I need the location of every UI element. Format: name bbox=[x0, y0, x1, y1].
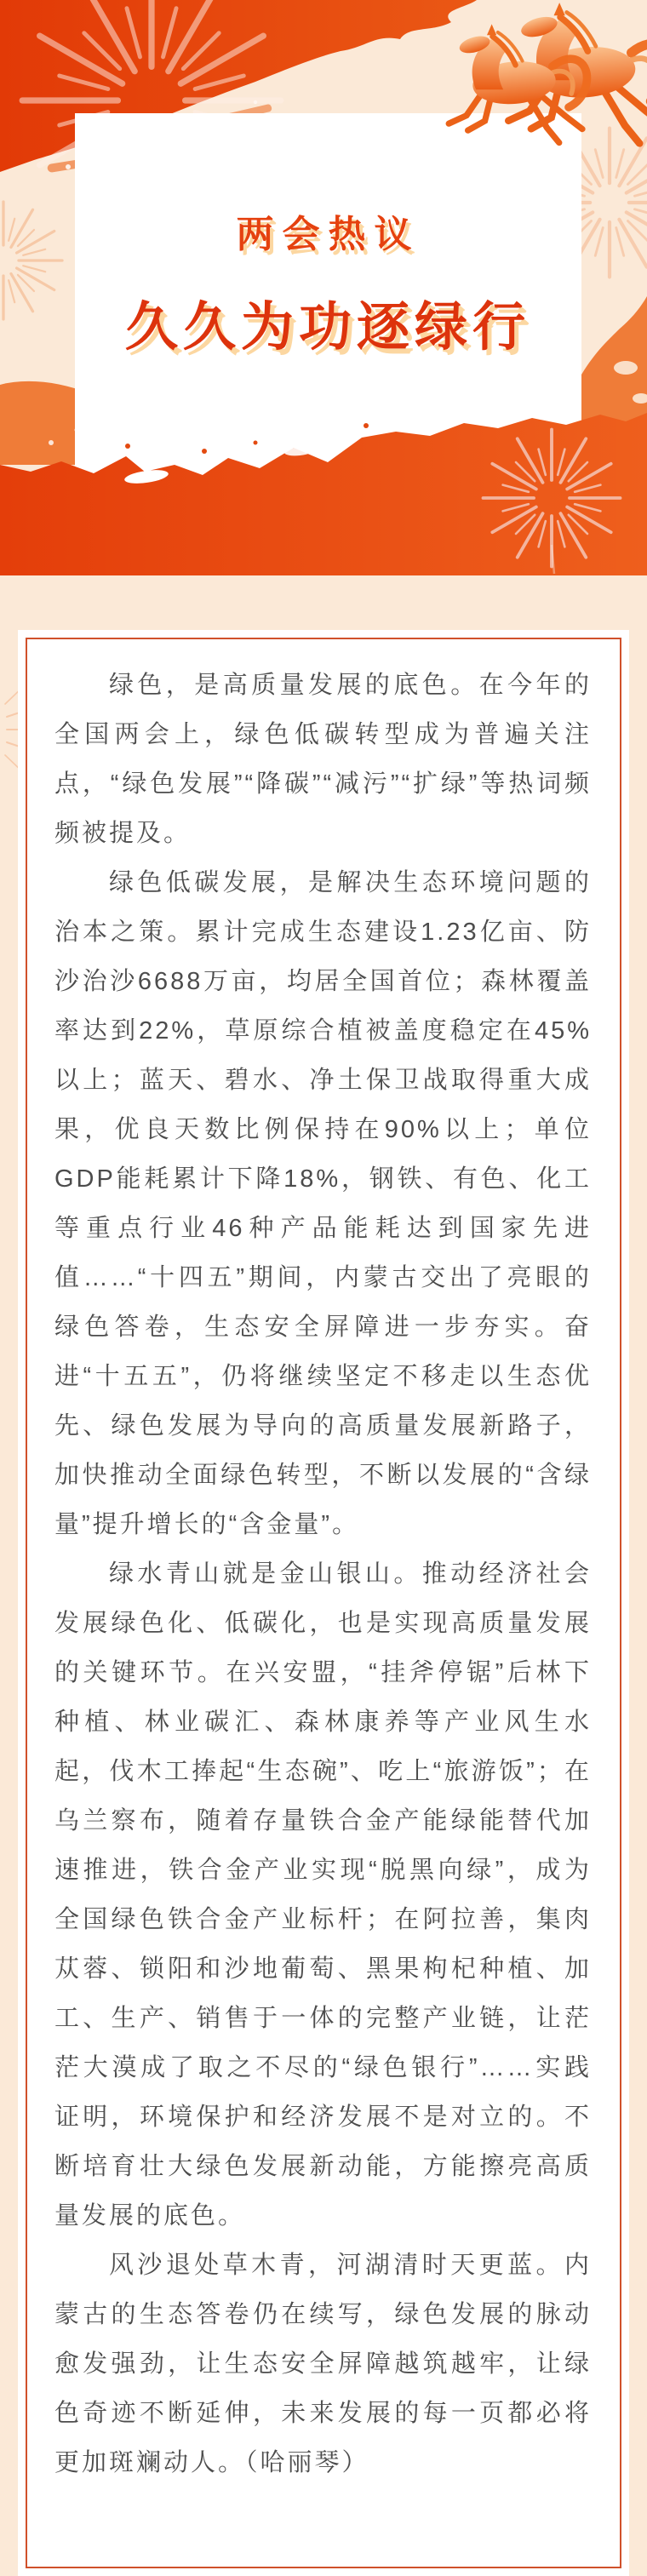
article-body bbox=[54, 661, 592, 2487]
article-panel bbox=[18, 630, 629, 2576]
header-artwork bbox=[0, 0, 647, 579]
header-badge: 两会热议 bbox=[236, 214, 421, 255]
article-paragraph: 绿水青山就是金山银山。推动经济社会发展绿色化、低碳化，也是实现高质量发展的关键环节。在兴安盟，“挂斧停锯”后林下种植、林业碳汇、森林康养等产业风生水起，伐木工捧起“生态碗”、吃上“旅游饭”；在乌兰察布，随着存量铁合金产能绿能替代加速推进，铁合金产业实现“脱黑向绿”，成为全国绿色铁合金产业标杆；在阿拉善，集肉苁蓉、锁阳和沙地葡萄、黑果枸杞种植、加工、生产、销售于一体的完整产业链，让茫茫大漠成了取之不尽的“绿色银行”……实践证明，环境保护和经济发展不是对立的。不断培育壮大绿色发展新动能，方能擦亮高质量发展的底色。 bbox=[54, 1560, 592, 2230]
article-paragraph: 绿色低碳发展，是解决生态环境问题的治本之策。累计完成生态建设1.23亿亩、防沙治沙6688万亩，均居全国首位；森林覆盖率达到22%，草原综合植被盖度稳定在45%以上；蓝天、碧水、净土保卫战取得重大成果，优良天数比例保持在90%以上；单位GDP能耗累计下降18%，钢铁、有色、化工等重点行业46种产品能耗达到国家先进值……“十四五”期间，内蒙古交出了亮眼的绿色答卷，生态安全屏障进一步夯实。奋进“十五五”，仍将继续坚定不移走以生态优先、绿色发展为导向的高质量发展新路子，加快推动全面绿色转型，不断以发展的“含绿量”提升增长的“含金量”。 bbox=[54, 869, 592, 1538]
article-paragraph: 风沙退处草木青，河湖清时天更蓝。内蒙古的生态答卷仍在续写，绿色发展的脉动愈发强劲，让生态安全屏障越筑越牢，让绿色奇迹不断延伸，未来发展的每一页都必将更加斑斓动人。（哈丽琴） bbox=[54, 2252, 592, 2476]
article-paragraph: 绿色，是高质量发展的底色。在今年的全国两会上，绿色低碳转型成为普遍关注点，“绿色发展”“降碳”“减污”“扩绿”等热词频频被提及。 bbox=[54, 672, 592, 847]
page-title: 久久为功逐绿行 bbox=[124, 298, 530, 357]
